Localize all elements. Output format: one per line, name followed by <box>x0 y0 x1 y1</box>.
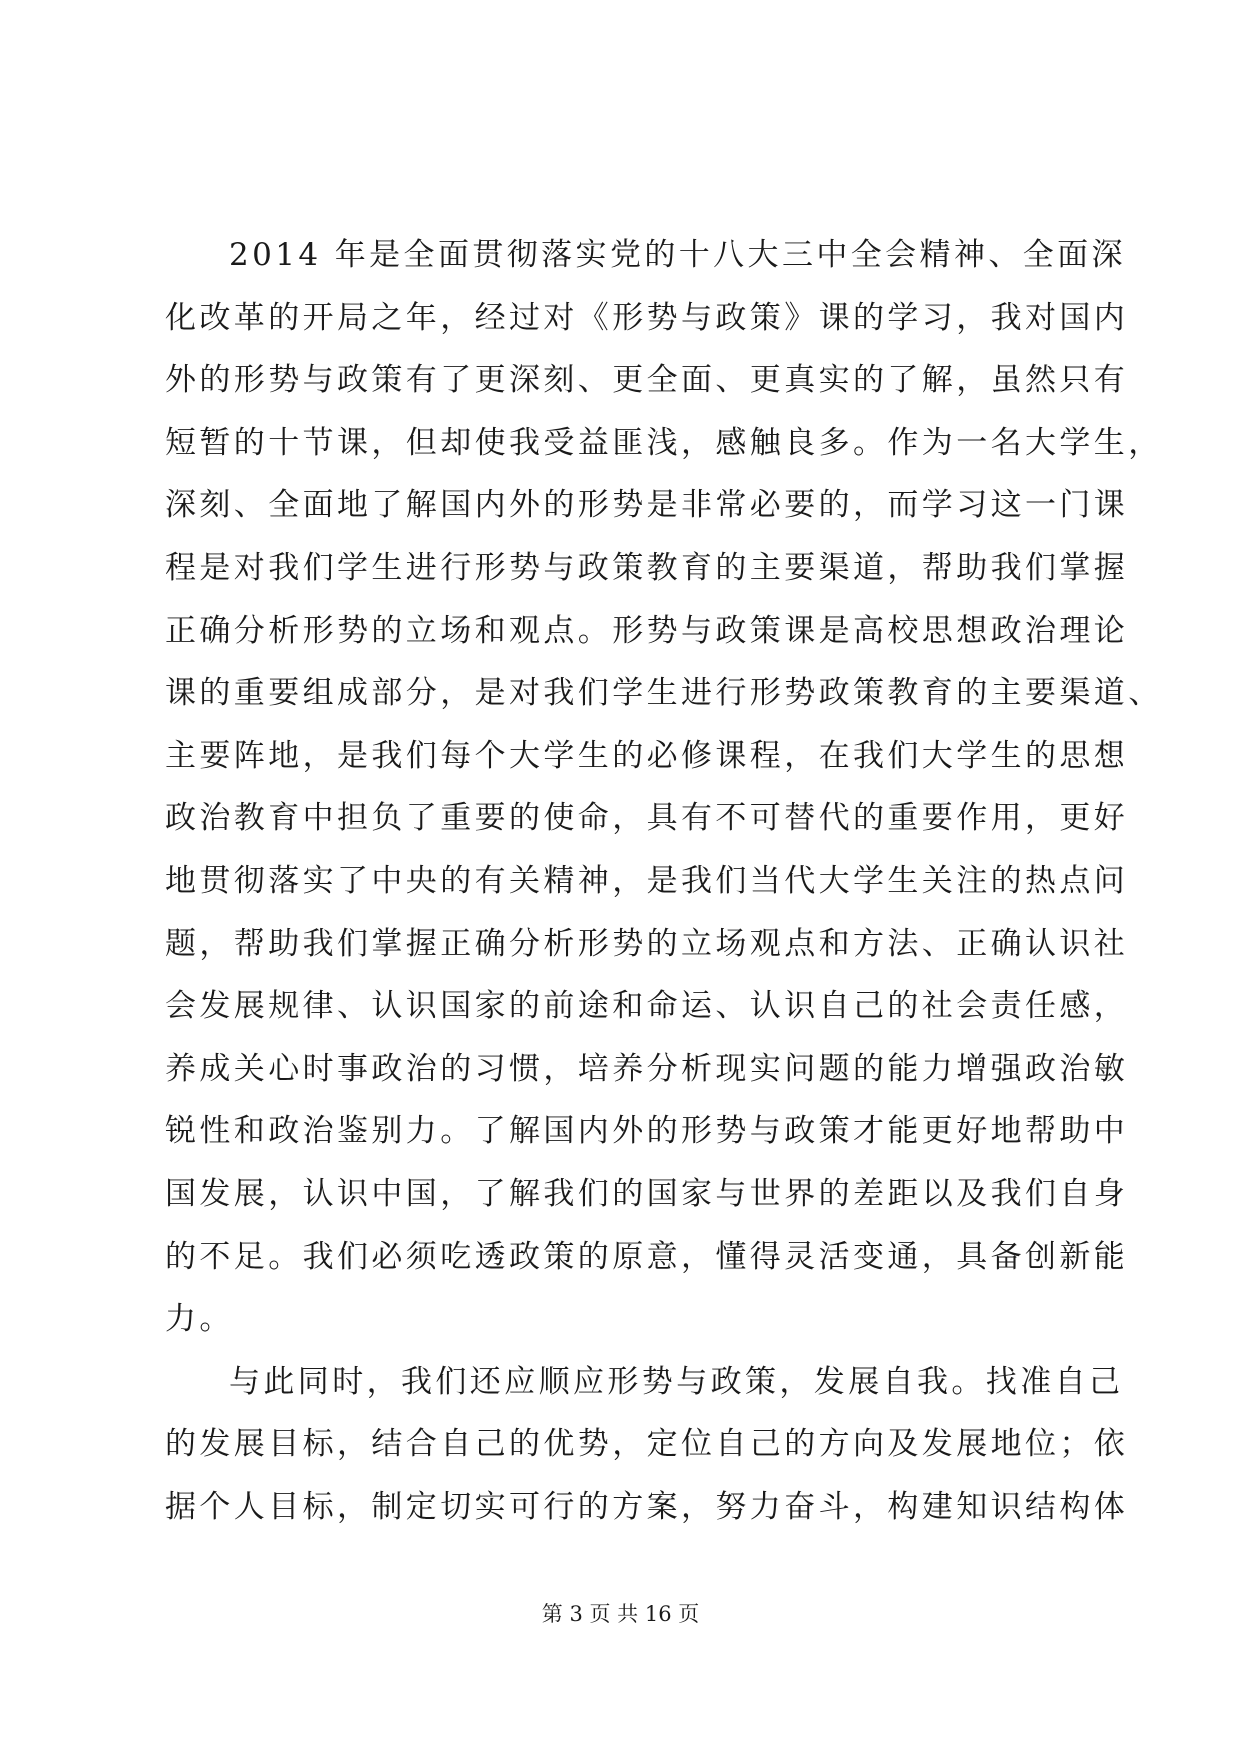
paragraph-line: 正确分析形势的立场和观点。形势与政策课是高校思想政治理论 <box>165 612 1129 649</box>
paragraph-line: 2014 年是全面贯彻落实党的十八大三中全会精神、全面深 <box>229 237 1126 273</box>
paragraph-line: 主要阵地，是我们每个大学生的必修课程，在我们大学生的思想 <box>165 737 1129 774</box>
paragraph-line: 题，帮助我们掌握正确分析形势的立场观点和方法、正确认识社 <box>165 925 1129 962</box>
paragraph-line: 程是对我们学生进行形势与政策教育的主要渠道，帮助我们掌握 <box>165 549 1129 586</box>
paragraph-line: 国发展，认识中国，了解我们的国家与世界的差距以及我们自身 <box>165 1175 1129 1212</box>
paragraph-line: 短暂的十节课，但却使我受益匪浅，感触良多。作为一名大学生， <box>165 424 1163 461</box>
paragraph-line: 化改革的开局之年，经过对《形势与政策》课的学习，我对国内 <box>165 299 1129 336</box>
paragraph-line: 据个人目标，制定切实可行的方案，努力奋斗，构建知识结构体 <box>165 1488 1129 1525</box>
paragraph-line: 与此同时，我们还应顺应形势与政策，发展自我。找准自己 <box>229 1363 1124 1400</box>
document-body <box>165 224 1163 1538</box>
paragraph-2 <box>165 1351 1129 1539</box>
paragraph-line: 会发展规律、认识国家的前途和命运、认识自己的社会责任感， <box>165 988 1129 1025</box>
paragraph-line: 锐性和政治鉴别力。了解国内外的形势与政策才能更好地帮助中 <box>165 1113 1129 1150</box>
paragraph-line: 力。 <box>165 1301 234 1338</box>
paragraph-line: 地贯彻落实了中央的有关精神，是我们当代大学生关注的热点问 <box>165 862 1129 899</box>
paragraph-line: 的不足。我们必须吃透政策的原意，懂得灵活变通，具备创新能 <box>165 1238 1129 1275</box>
paragraph-line: 深刻、全面地了解国内外的形势是非常必要的，而学习这一门课 <box>165 487 1129 524</box>
paragraph-line: 政治教育中担负了重要的使命，具有不可替代的重要作用，更好 <box>165 800 1129 837</box>
paragraph-1 <box>165 224 1163 1351</box>
paragraph-line: 课的重要组成部分，是对我们学生进行形势政策教育的主要渠道、 <box>165 675 1163 712</box>
paragraph-line: 的发展目标，结合自己的优势，定位自己的方向及发展地位；依 <box>165 1426 1129 1463</box>
page-number-footer: 第 3 页 共 16 页 <box>541 1602 700 1626</box>
paragraph-line: 养成关心时事政治的习惯，培养分析现实问题的能力增强政治敏 <box>165 1050 1129 1087</box>
paragraph-line: 外的形势与政策有了更深刻、更全面、更真实的了解，虽然只有 <box>165 362 1129 399</box>
